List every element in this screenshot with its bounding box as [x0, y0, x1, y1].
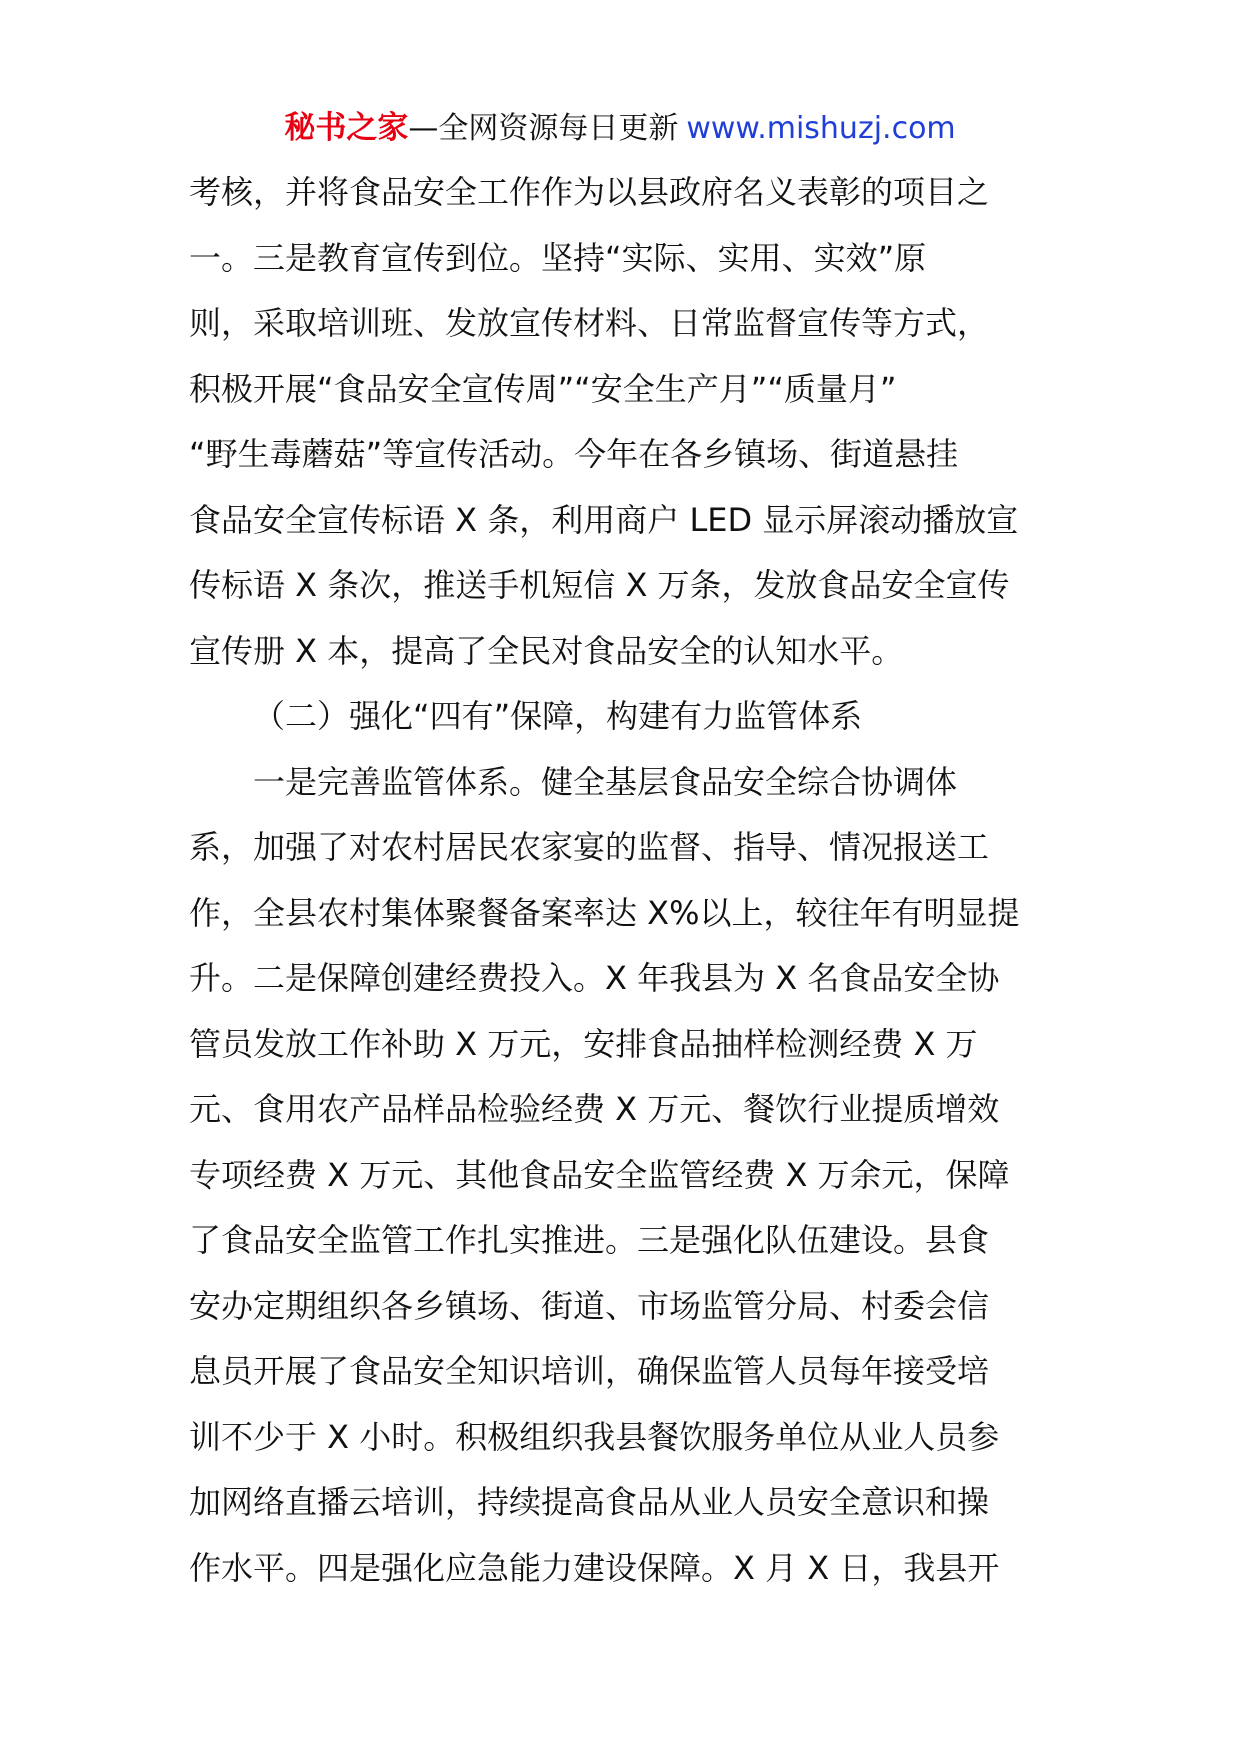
text-line: 考核，并将食品安全工作作为以县政府名义表彰的项目之: [189, 173, 990, 211]
text-line: 管员发放工作补助 X 万元，安排食品抽样检测经费 X 万: [189, 1024, 978, 1063]
text-line: 升。二是保障创建经费投入。X 年我县为 X 名食品安全协: [189, 959, 1000, 997]
text-line: 作水平。四是强化应急能力建设保障。X 月 X 日，我县开: [189, 1548, 1000, 1587]
text-line: 息员开展了食品安全知识培训，确保监管人员每年接受培: [189, 1352, 990, 1390]
text-line: 则，采取培训班、发放宣传材料、日常监督宣传等方式，: [189, 304, 990, 342]
document-body: [189, 160, 1051, 1601]
text-line: 作，全县农村集体聚餐备案率达 X%以上，较往年有明显提: [189, 893, 1020, 932]
brand-name: 秘书之家: [284, 110, 409, 146]
text-line: 系，加强了对农村居民农家宴的监督、指导、情况报送工: [189, 828, 990, 866]
text-line: 元、食用农产品样品检验经费 X 万元、餐饮行业提质增效: [189, 1090, 1000, 1128]
text-line: 食品安全宣传标语 X 条，利用商户 LED 显示屏滚动播放宣: [189, 500, 1019, 539]
page-header: [0, 100, 1240, 156]
text-line: 宣传册 X 本，提高了全民对食品安全的认知水平。: [189, 631, 904, 670]
text-line: 传标语 X 条次，推送手机短信 X 万条，发放食品安全宣传: [189, 566, 1010, 604]
paragraph-start: 一是完善监管体系。健全基层食品安全综合协调体: [253, 762, 958, 801]
text-line: 安办定期组织各乡镇场、街道、市场监管分局、村委会信: [189, 1286, 990, 1325]
text-line: “野生毒蘑菇”等宣传活动。今年在各乡镇场、街道悬挂: [189, 435, 959, 473]
section-heading: （二）强化“四有”保障，构建有力监管体系: [253, 697, 863, 735]
text-line: 积极开展“食品安全宣传周”“安全生产月”“质量月”: [189, 369, 897, 408]
text-line: 训不少于 X 小时。积极组织我县餐饮服务单位从业人员参: [189, 1417, 1000, 1456]
header-slogan: —全网资源每日更新: [408, 111, 679, 146]
text-line: 加网络直播云培训，持续提高食品从业人员安全意识和操: [189, 1483, 990, 1521]
site-url[interactable]: www.mishuzj.com: [686, 111, 956, 146]
text-line: 一。三是教育宣传到位。坚持“实际、实用、实效”原: [189, 238, 927, 277]
text-line: 了食品安全监管工作扎实推进。三是强化队伍建设。县食: [189, 1221, 990, 1259]
text-line: 专项经费 X 万元、其他食品安全监管经费 X 万余元，保障: [189, 1155, 1010, 1194]
